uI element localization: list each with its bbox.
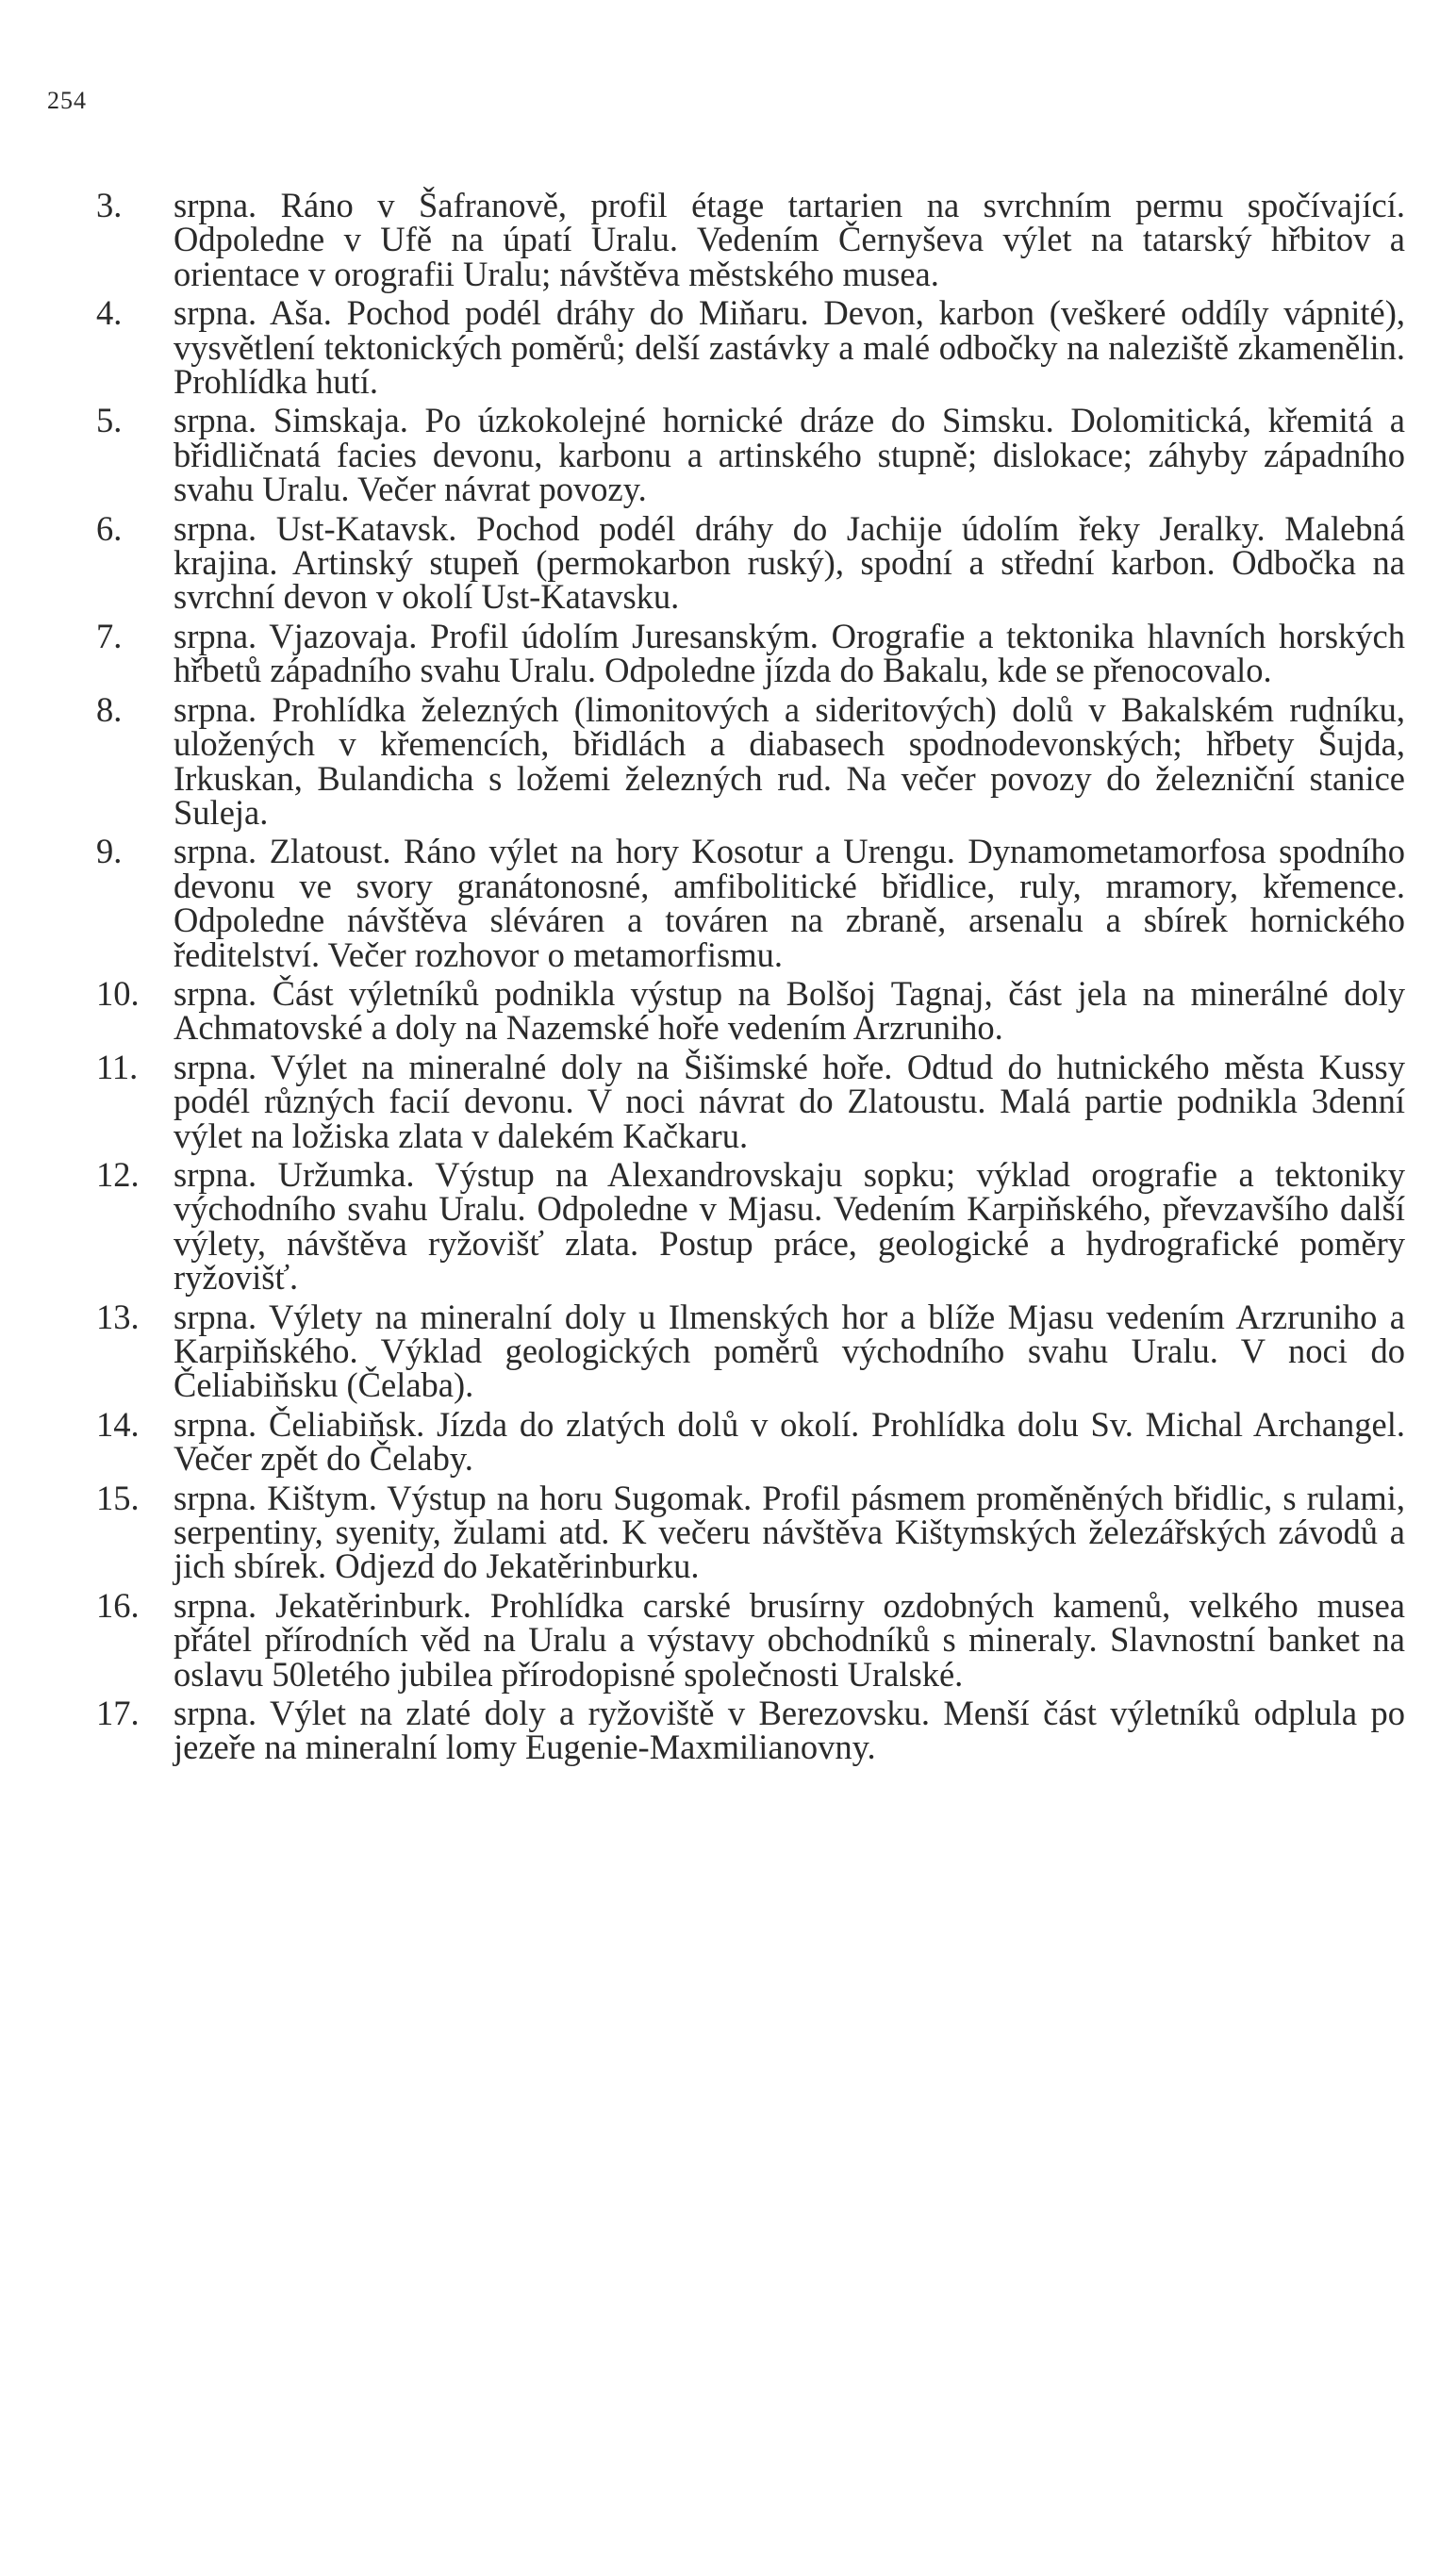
itinerary-entry: [47, 293, 1405, 402]
entry-text: srpna. Výlety na mineralní doly u Ilmenských hor a blíže Mjasu vedením Arzruniho a Karpiňského. Výklad geologických poměrů východního svahu Uralu. V noci do Čeliabiňsku (Čelaba).: [174, 1297, 1405, 1405]
entry-day-number: 12.: [96, 1154, 140, 1194]
itinerary-entry: [47, 616, 1405, 690]
entry-text: srpna. Čeliabiňsk. Jízda do zlatých dolů v okolí. Prohlídka dolu Sv. Michal Archangel. Večer zpět do Čelaby.: [174, 1404, 1405, 1479]
itinerary-entry: [47, 401, 1405, 509]
entry-text: srpna. Ráno v Šafranově, profil étage tartarien na svrchním permu spočívající. Odpoledne v Ufě na úpatí Uralu. Vedením Černyševa výlet na tatarský hřbitov a orientace v orografii Uralu; návštěva městského musea.: [174, 186, 1405, 293]
itinerary-entry: [47, 1404, 1405, 1479]
entry-text: srpna. Aša. Pochod podél dráhy do Miňaru. Devon, karbon (veškeré oddíly vápnité), vysvětlení tektonických poměrů; delší zastávky a malé odbočky na naleziště zkamenělin. Prohlídka hutí.: [174, 293, 1405, 402]
entry-day-number: 13.: [96, 1297, 140, 1336]
itinerary-entry: [47, 186, 1405, 293]
itinerary-list: [47, 186, 1405, 1770]
itinerary-entry: [47, 973, 1405, 1048]
entry-day-number: 10.: [96, 973, 140, 1013]
entry-text: srpna. Ust-Katavsk. Pochod podél dráhy do Jachije údolím řeky Jeralky. Malebná krajina. Artinský stupeň (permokarbon ruský), spodní a střední karbon. Odbočka na svrchní devon v okolí Ust-Katavsku.: [174, 508, 1405, 617]
entry-text: srpna. Výlet na mineralné doly na Šišimské hoře. Odtud do hutnického města Kussy podél různých facií devonu. V noci návrat do Zlatoustu. Malá partie podnikla 3denní výlet na ložiska zlata v dalekém Kačkaru.: [174, 1047, 1405, 1155]
itinerary-entry: [47, 832, 1405, 974]
entry-day-number: 14.: [96, 1404, 140, 1444]
itinerary-entry: [47, 1696, 1405, 1765]
itinerary-entry: [47, 1154, 1405, 1298]
entry-text: srpna. Uržumka. Výstup na Alexandrovskaju sopku; výklad orografie a tektoniky východního svahu Uralu. Odpoledne v Mjasu. Vedením Karpiňského, převzavšího další výlety, návštěva ryžovišť zlata. Postup práce, geologické a hydrografické poměry ryžovišť.: [174, 1154, 1405, 1298]
entry-text: srpna. Kištym. Výstup na horu Sugomak. Profil pásmem proměněných břidlic, s rulami, serpentiny, syenity, žulami atd. K večeru návštěva Kištymských železářských závodů a jich sbírek. Odjezd do Jekatěrinburku.: [174, 1478, 1405, 1586]
entry-text: srpna. Výlet na zlaté doly a ryžoviště v Berezovsku. Menší část výletníků odplula po jezeře na mineralní lomy Eugenie-Maxmilianovny.: [174, 1694, 1405, 1767]
entry-text: srpna. Simskaja. Po úzkokolejné hornické dráze do Simsku. Dolomitická, křemitá a břidličnatá facies devonu, karbonu a artinského stupně; dislokace; záhyby západního svahu Uralu. Večer návrat povozy.: [174, 401, 1405, 509]
itinerary-entry: [47, 508, 1405, 617]
entry-day-number: 3.: [96, 186, 123, 224]
entry-day-number: 6.: [96, 508, 123, 548]
entry-day-number: 8.: [96, 689, 123, 729]
itinerary-entry: [47, 1297, 1405, 1405]
itinerary-entry: [47, 1585, 1405, 1694]
entry-text: srpna. Jekatěrinburk. Prohlídka carské brusírny ozdobných kamenů, velkého musea přátel přírodních věd na Uralu a výstavy obchodníků s mineraly. Slavnostní banket na oslavu 50letého jubilea přírodopisné společnosti Uralské.: [174, 1585, 1405, 1694]
entry-text: srpna. Prohlídka železných (limonitových a sideritových) dolů v Bakalském rudníku, uložených v křemencích, břidlách a diabasech spodnodevonských; hřbety Šujda, Irkuskan, Bulandicha s ložemi železných rud. Na večer povozy do železniční stanice Suleja.: [174, 689, 1405, 832]
itinerary-entry: [47, 1047, 1405, 1155]
entry-text: srpna. Část výletníků podnikla výstup na Bolšoj Tagnaj, část jela na minerálné doly Achmatovské a doly na Nazemské hoře vedením Arzruniho.: [174, 973, 1405, 1048]
itinerary-entry: [47, 689, 1405, 832]
entry-day-number: 16.: [96, 1585, 140, 1625]
entry-day-number: 15.: [96, 1478, 140, 1517]
entry-day-number: 5.: [96, 401, 123, 440]
entry-day-number: 4.: [96, 293, 123, 333]
page-number: 254: [47, 87, 87, 114]
entry-text: srpna. Vjazovaja. Profil údolím Juresanským. Orografie a tektonika hlavních horských hřbetů západního svahu Uralu. Odpoledne jízda do Bakalu, kde se přenocovalo.: [174, 616, 1405, 690]
itinerary-entry: [47, 1478, 1405, 1586]
entry-day-number: 11.: [96, 1047, 139, 1086]
entry-day-number: 9.: [96, 832, 123, 871]
entry-text: srpna. Zlatoust. Ráno výlet na hory Kosotur a Urengu. Dynamometamorfosa spodního devonu ve svory granátonosné, amfibolitické břidlice, ruly, mramory, křemence. Odpoledne návštěva sléváren a továren na zbraně, arsenalu a sbírek hornického ředitelství. Večer rozhovor o metamorfismu.: [174, 832, 1405, 974]
entry-day-number: 7.: [96, 616, 123, 655]
entry-day-number: 17.: [96, 1694, 140, 1733]
